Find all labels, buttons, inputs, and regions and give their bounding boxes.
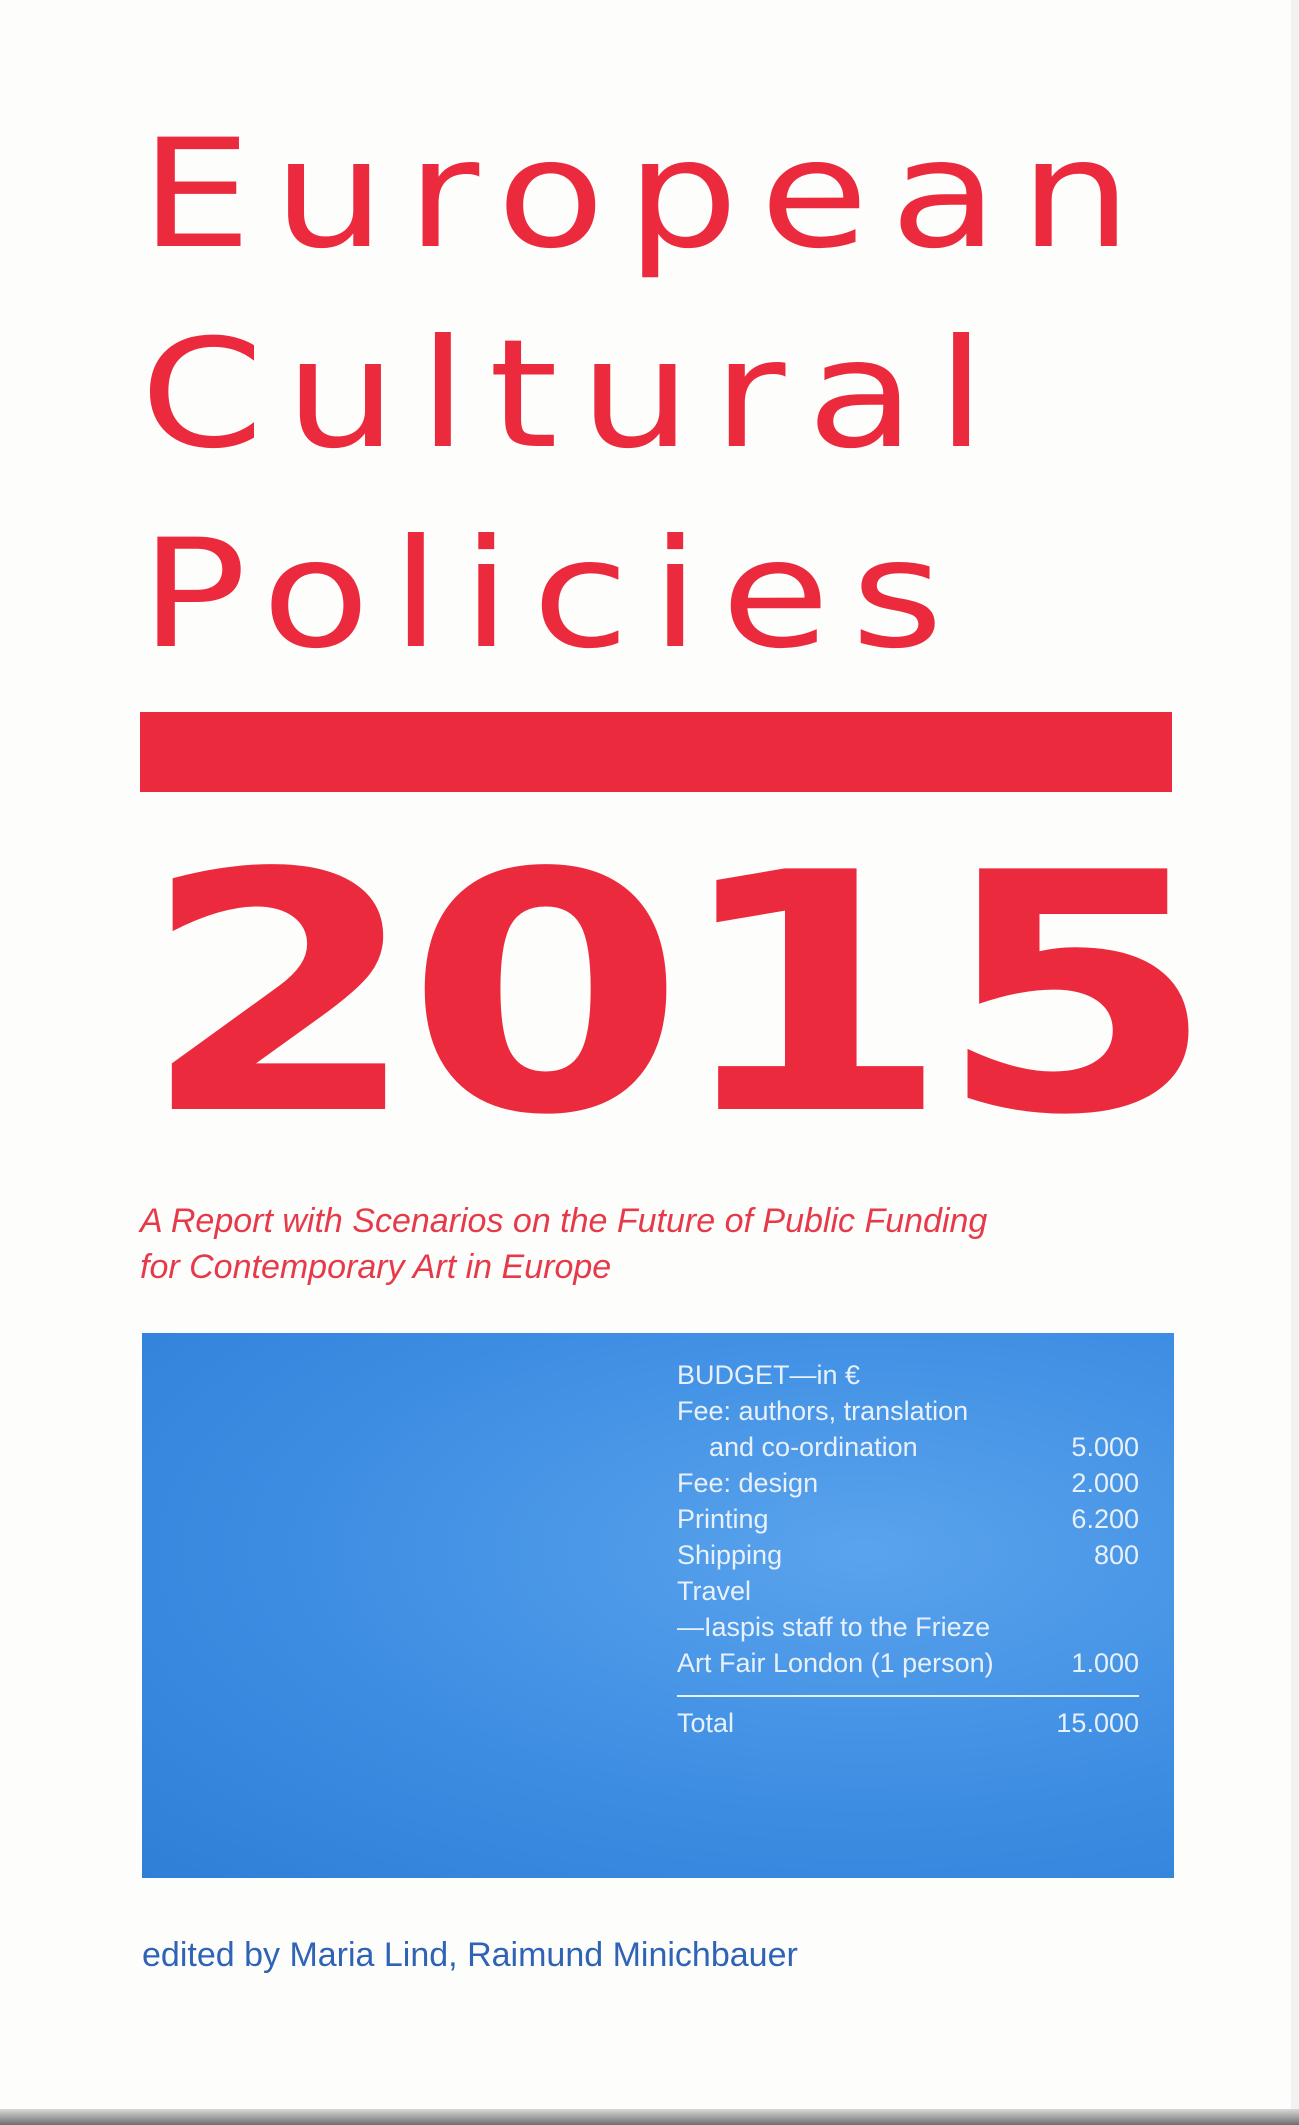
budget-row-value: 5.000 xyxy=(1071,1432,1139,1462)
budget-row-value: 1.000 xyxy=(1071,1648,1139,1678)
budget-panel xyxy=(142,1333,1174,1878)
budget-row-label: and co-ordination xyxy=(709,1432,918,1462)
budget-row-value: 2.000 xyxy=(1071,1468,1139,1498)
budget-total-rule xyxy=(677,1695,1139,1697)
budget-row-label: Printing xyxy=(677,1504,769,1534)
title-line-policies: Policies xyxy=(140,508,965,682)
budget-heading xyxy=(677,1357,1139,1393)
year-heading: 2015 xyxy=(140,803,1202,1187)
budget-row xyxy=(677,1537,1139,1573)
subtitle-line-1: A Report with Scenarios on the Future of Public Funding xyxy=(140,1202,988,1240)
budget-row-label: —Iaspis staff to the Frieze xyxy=(677,1612,991,1642)
subtitle xyxy=(140,1198,1140,1290)
budget-total-row xyxy=(677,1705,1139,1741)
budget-total-value: 15.000 xyxy=(1056,1708,1139,1738)
red-divider-bar xyxy=(140,712,1172,792)
title-line-european: European xyxy=(140,108,1154,282)
budget-row-label: Shipping xyxy=(677,1540,783,1570)
editors-credit: edited by Maria Lind, Raimund Minichbauer xyxy=(142,1936,798,1974)
budget-table xyxy=(677,1357,1139,1741)
budget-row xyxy=(677,1393,1139,1429)
budget-row-value: 800 xyxy=(1093,1540,1139,1570)
budget-row xyxy=(677,1573,1139,1609)
title-line-cultural: Cultural xyxy=(140,308,1007,482)
budget-row xyxy=(677,1501,1139,1537)
budget-row xyxy=(677,1465,1139,1501)
cover-bottom-edge xyxy=(0,2109,1299,2125)
budget-row-label: Travel xyxy=(677,1576,752,1606)
budget-row xyxy=(677,1429,1139,1465)
budget-row-label: Fee: design xyxy=(677,1468,819,1498)
cover-right-edge xyxy=(1291,0,1299,2125)
budget-row xyxy=(677,1609,1139,1645)
subtitle-line-2: for Contemporary Art in Europe xyxy=(140,1248,612,1286)
budget-total-label: Total xyxy=(677,1708,735,1738)
budget-row-label: Art Fair London (1 person) xyxy=(677,1648,994,1678)
budget-row-value: 6.200 xyxy=(1071,1504,1139,1534)
budget-row-label: Fee: authors, translation xyxy=(677,1396,969,1426)
budget-heading-label: BUDGET—in € xyxy=(677,1360,861,1390)
budget-row xyxy=(677,1645,1139,1681)
